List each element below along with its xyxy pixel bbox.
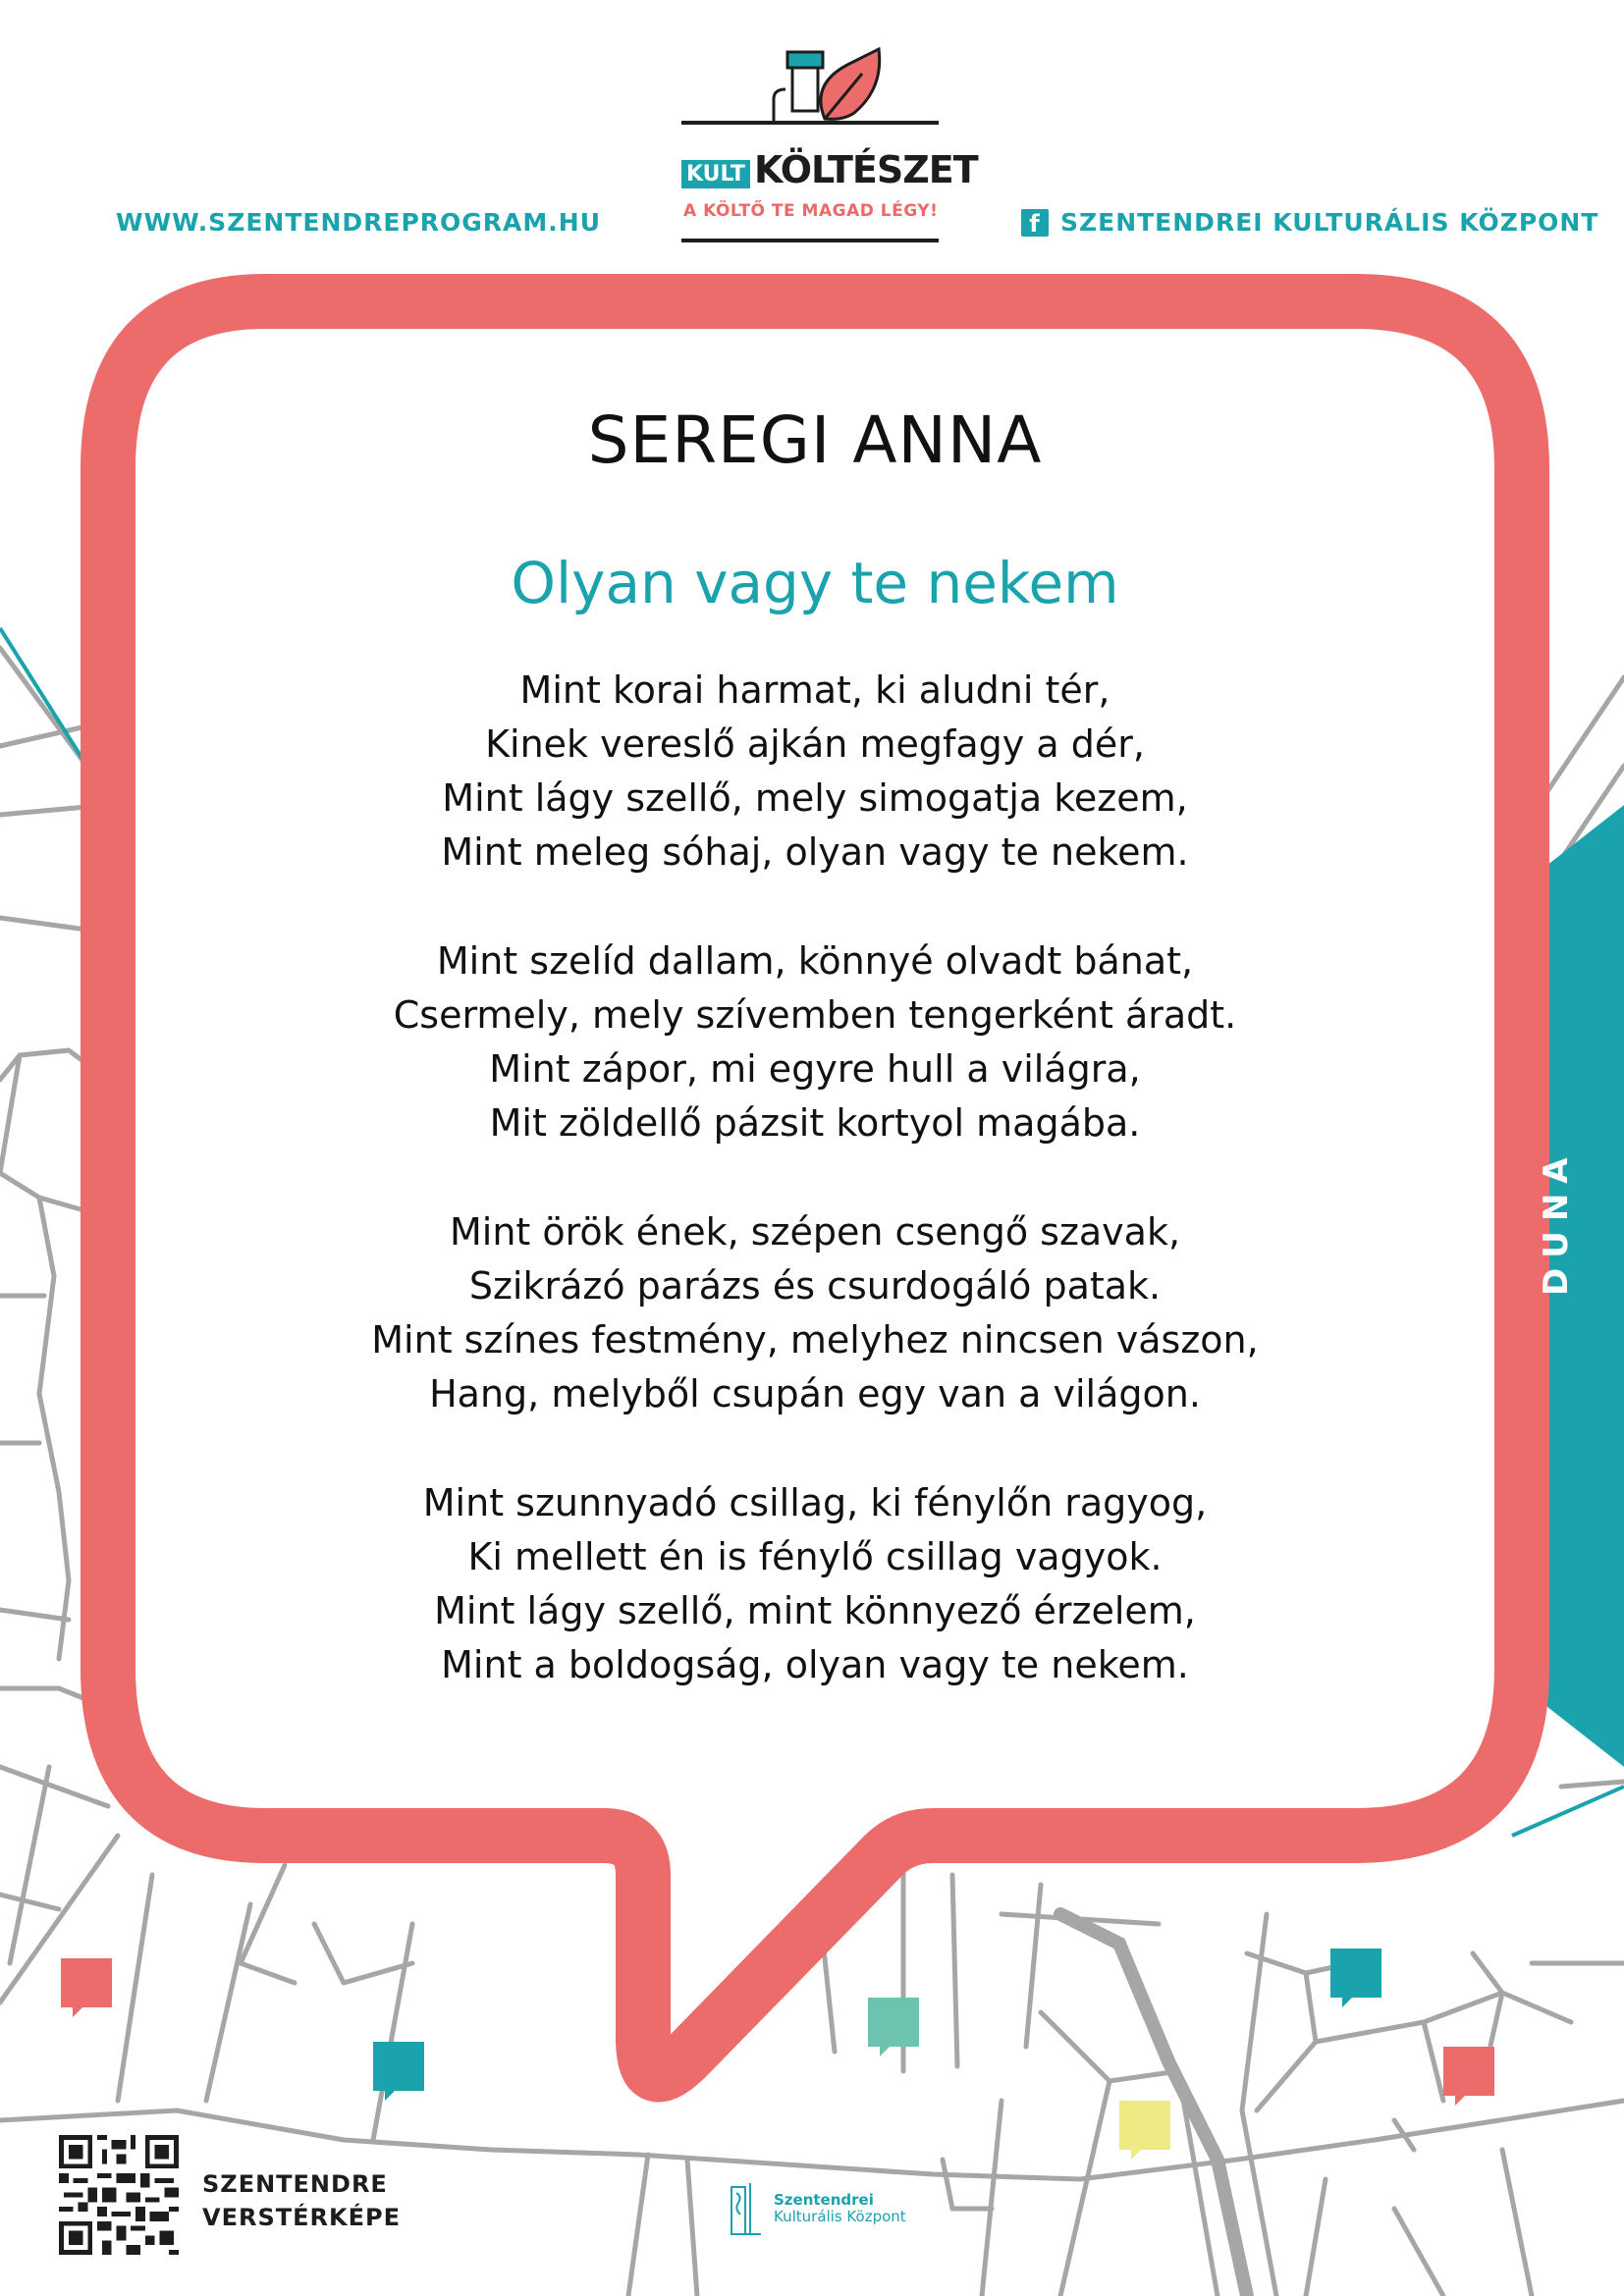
facebook-icon: f bbox=[1021, 209, 1049, 237]
map-caption bbox=[202, 2167, 401, 2234]
river-label bbox=[1537, 1148, 1576, 1296]
kult-kolteszet-logo bbox=[677, 44, 978, 250]
logo-badge: KULT bbox=[681, 160, 750, 188]
poem-line: Mint színes festmény, melyhez nincsen vászon, bbox=[371, 1318, 1259, 1362]
org-name-line1: Szentendrei bbox=[774, 2191, 874, 2209]
map-caption-line: VERSTÉRKÉPE bbox=[202, 2204, 401, 2231]
website-link[interactable]: WWW.SZENTENDREPROGRAM.HU bbox=[116, 208, 601, 237]
org-logo bbox=[729, 2179, 906, 2238]
poem-line: Mint lágy szellő, mint könnyező érzelem, bbox=[434, 1589, 1196, 1632]
poem-line: Mint a boldogság, olyan vagy te nekem. bbox=[441, 1643, 1189, 1686]
river-label-text: DUNA bbox=[1537, 1148, 1576, 1296]
poet-name: SEREGI ANNA bbox=[587, 402, 1043, 478]
qr-code-icon[interactable] bbox=[59, 2135, 179, 2255]
poem-line: Mint örök ének, szépen csengő szavak, bbox=[449, 1210, 1181, 1254]
stanza bbox=[162, 1476, 1468, 1692]
poem-body bbox=[162, 664, 1468, 1747]
map-caption-line: SZENTENDRE bbox=[202, 2170, 388, 2198]
poem-line: Ki mellett én is fénylő csillag vagyok. bbox=[467, 1535, 1163, 1578]
facebook-link[interactable] bbox=[1021, 208, 1598, 237]
poem-line: Hang, melyből csupán egy van a világon. bbox=[429, 1372, 1201, 1415]
poem-line: Mint korai harmat, ki aludni tér, bbox=[519, 668, 1110, 712]
poem-line: Mint szunnyadó csillag, ki fénylőn ragyog, bbox=[422, 1481, 1208, 1524]
poem-line: Mint szelíd dallam, könnyé olvadt bánat, bbox=[436, 939, 1194, 983]
poem-line: Kinek vereslő ajkán megfagy a dér, bbox=[485, 722, 1145, 766]
stanza bbox=[162, 664, 1468, 880]
poem-line: Mint meleg sóhaj, olyan vagy te nekem. bbox=[441, 830, 1189, 874]
poem-line: Mint lágy szellő, mely simogatja kezem, bbox=[442, 776, 1188, 820]
poem-title: Olyan vagy te nekem bbox=[511, 550, 1119, 616]
logo-tagline: A KÖLTŐ TE MAGAD LÉGY! bbox=[683, 201, 939, 221]
poem-line: Csermely, mely szívemben tengerként áradt. bbox=[393, 993, 1237, 1037]
org-name-line2: Kulturális Központ bbox=[774, 2208, 906, 2225]
building-logo-icon bbox=[729, 2179, 764, 2238]
poem-line: Mit zöldellő pázsit kortyol magába. bbox=[489, 1101, 1141, 1145]
stanza bbox=[162, 1205, 1468, 1421]
poem-line: Szikrázó parázs és csurdogáló patak. bbox=[468, 1264, 1162, 1308]
stanza bbox=[162, 934, 1468, 1150]
logo-title: KÖLTÉSZET bbox=[754, 148, 978, 191]
facebook-label: SZENTENDREI KULTURÁLIS KÖZPONT bbox=[1060, 208, 1599, 237]
poem-line: Mint zápor, mi egyre hull a világra, bbox=[489, 1047, 1141, 1091]
